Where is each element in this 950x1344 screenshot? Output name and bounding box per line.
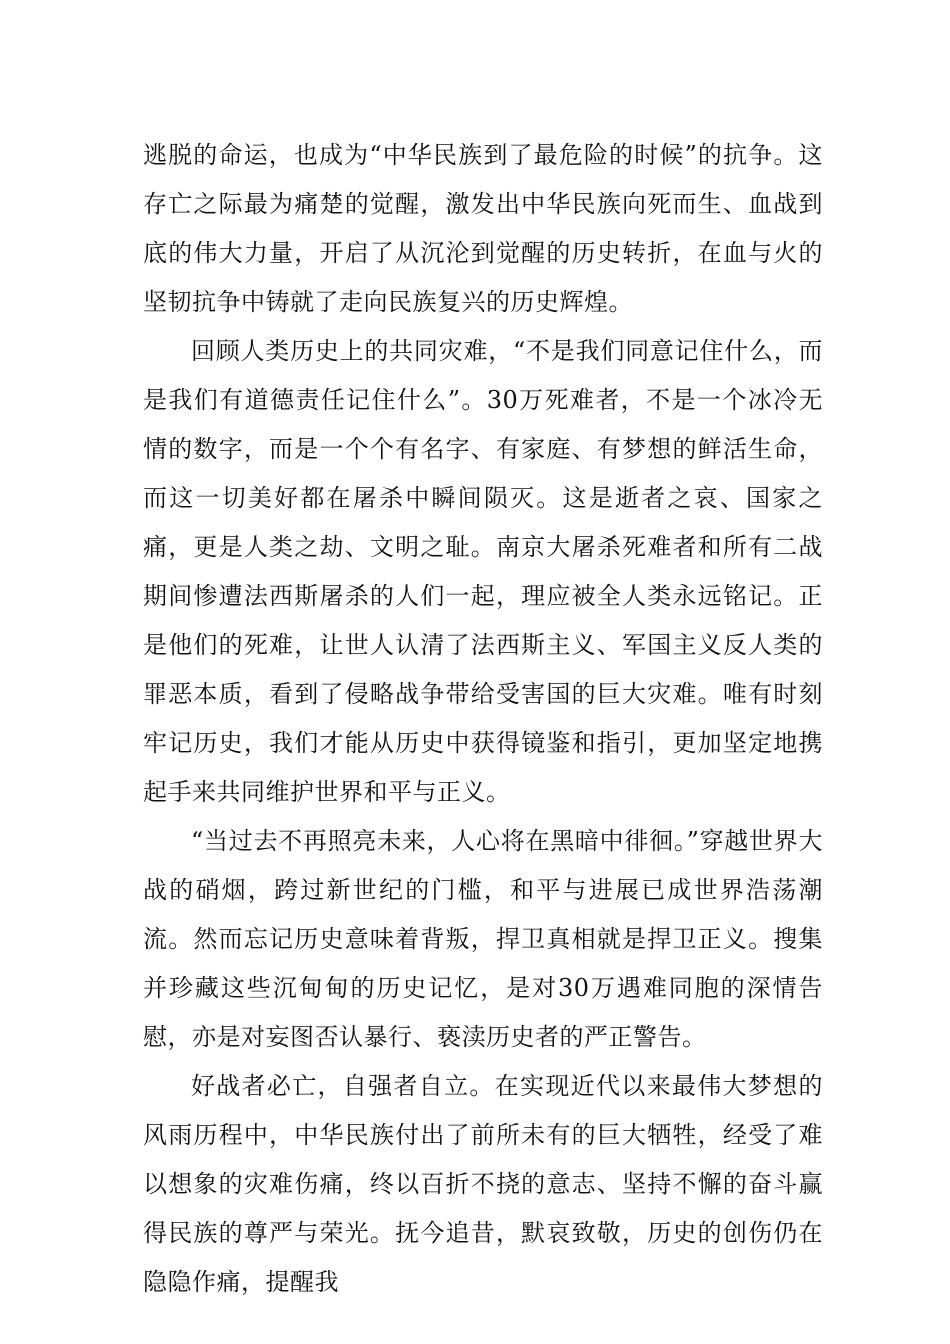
document-body: [143, 131, 823, 1307]
paragraph-continuation: 逃脱的命运，也成为“中华民族到了最危险的时候”的抗争。这存亡之际最为痛楚的觉醒，激发出中华民族向死而生、血战到底的伟大力量，开启了从沉沦到觉醒的历史转折，在血与火的坚韧抗争中铸就了走向民族复兴的历史辉煌。: [143, 141, 823, 316]
paragraph-past-and-future: “当过去不再照亮未来，人心将在黑暗中徘徊。”穿越世界大战的硝烟，跨过新世纪的门槛，和平与进展已成世界浩荡潮流。然而忘记历史意味着背叛，捍卫真相就是捍卫正义。搜集并珍藏这些沉甸甸的历史记忆，是对30万遇难同胞的深情告慰，亦是对妄图否认暴行、亵渎历史者的严正警告。: [143, 827, 823, 1051]
paragraph-shared-disaster: 回顾人类历史上的共同灾难，“不是我们同意记住什么，而是我们有道德责任记住什么”。30万死难者，不是一个冰冷无情的数字，而是一个个有名字、有家庭、有梦想的鲜活生命，而这一切美好都在屠杀中瞬间陨灭。这是逝者之哀、国家之痛，更是人类之劫、文明之耻。南京大屠杀死难者和所有二战期间惨遭法西斯屠杀的人们一起，理应被全人类永远铭记。正是他们的死难，让世人认清了法西斯主义、军国主义反人类的罪恶本质，看到了侵略战争带给受害国的巨大灾难。唯有时刻牢记历史，我们才能从历史中获得镜鉴和指引，更加坚定地携起手来共同维护世界和平与正义。: [143, 337, 823, 806]
paragraph-self-reliance: 好战者必亡，自强者自立。在实现近代以来最伟大梦想的风雨历程中，中华民族付出了前所未有的巨大牺牲，经受了难以想象的灾难伤痛，终以百折不挠的意志、坚持不懈的奋斗赢得民族的尊严与荣光。抚今追昔，默哀致敬，历史的创伤仍在隐隐作痛，提醒我: [143, 1072, 823, 1296]
